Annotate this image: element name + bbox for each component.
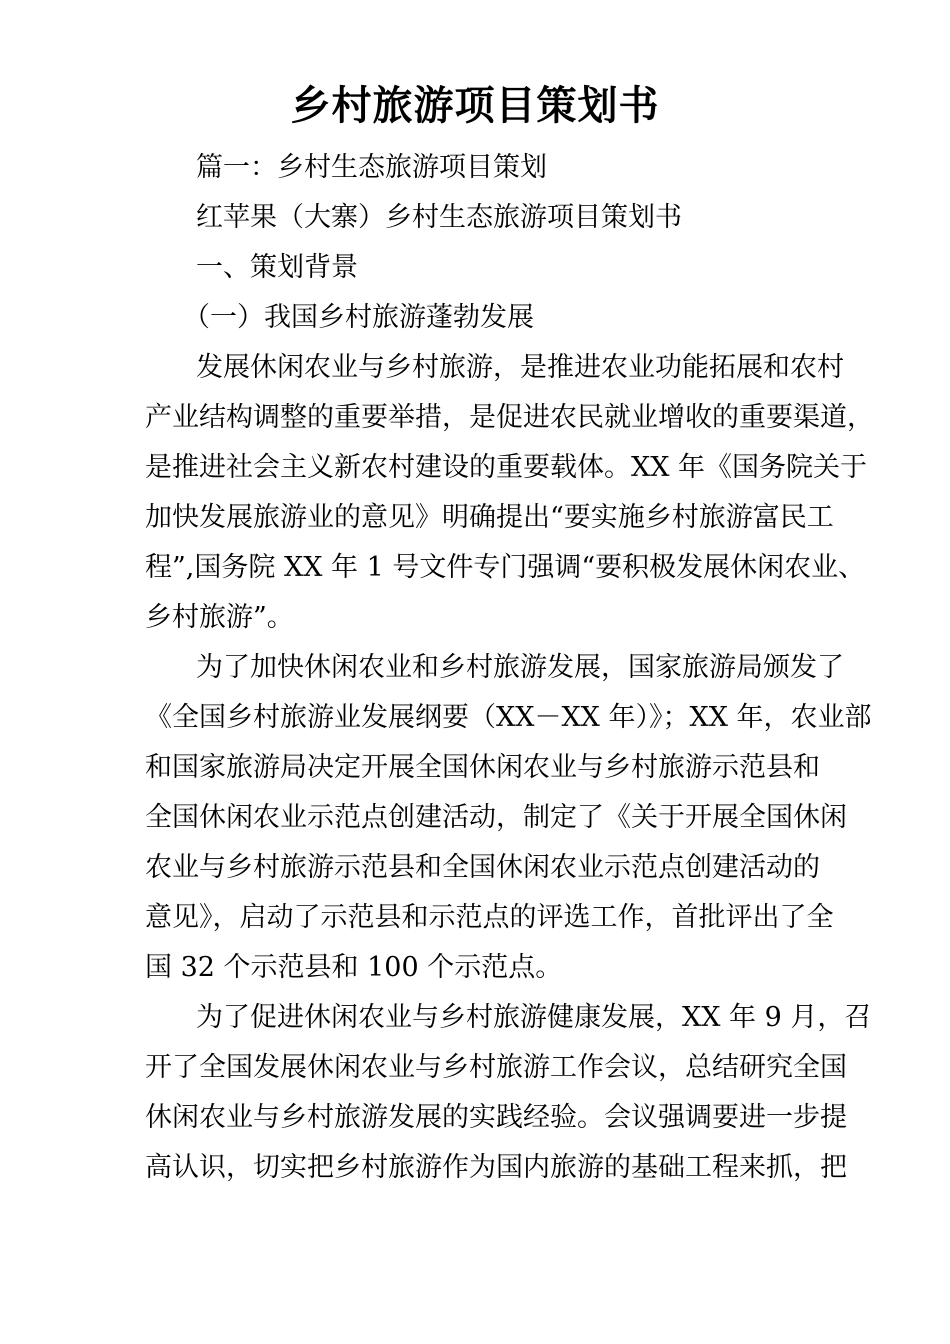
section-heading: 篇一：乡村生态旅游项目策划 <box>196 152 547 183</box>
paragraph-line: 是推进社会主义新农村建设的重要载体。XX 年《国务院关于 <box>145 452 868 483</box>
paragraph-line: 为了加快休闲农业和乡村旅游发展，国家旅游局颁发了 <box>196 652 844 683</box>
paragraph-line: 加快发展旅游业的意见》明确提出“要实施乡村旅游富民工 <box>145 502 834 533</box>
section-heading: 一、策划背景 <box>196 252 358 283</box>
paragraph-line: 发展休闲农业与乡村旅游，是推进农业功能拓展和农村 <box>196 352 844 383</box>
paragraph-line: 程”,国务院 XX 年 1 号文件专门强调“要积极发展休闲农业、 <box>145 552 866 583</box>
subtitle: 红苹果（大寨）乡村生态旅游项目策划书 <box>196 202 682 233</box>
paragraph-line: 意见》，启动了示范县和示范点的评选工作，首批评出了全 <box>145 902 834 933</box>
paragraph-line: 和国家旅游局决定开展全国休闲农业与乡村旅游示范县和 <box>145 752 820 783</box>
paragraph-line: 产业结构调整的重要举措，是促进农民就业增收的重要渠道， <box>145 402 874 433</box>
paragraph-line: 国 32 个示范县和 100 个示范点。 <box>145 952 563 983</box>
paragraph-line: 高认识，切实把乡村旅游作为国内旅游的基础工程来抓，把 <box>145 1152 847 1183</box>
paragraph-line: 开了全国发展休闲农业与乡村旅游工作会议，总结研究全国 <box>145 1052 847 1083</box>
paragraph-line: 农业与乡村旅游示范县和全国休闲农业示范点创建活动的 <box>145 852 820 883</box>
paragraph-line: 为了促进休闲农业与乡村旅游健康发展，XX 年 9 月，召 <box>196 1002 872 1033</box>
document-title: 乡村旅游项目策划书 <box>290 83 660 129</box>
paragraph-line: 休闲农业与乡村旅游发展的实践经验。会议强调要进一步提 <box>145 1102 847 1133</box>
paragraph-line: 乡村旅游”。 <box>145 602 294 633</box>
subsection-heading: （一）我国乡村旅游蓬勃发展 <box>183 302 534 333</box>
paragraph-line: 《全国乡村旅游业发展纲要（XX－XX 年）》；XX 年，农业部 <box>145 702 872 733</box>
paragraph-line: 全国休闲农业示范点创建活动，制定了《关于开展全国休闲 <box>145 802 847 833</box>
